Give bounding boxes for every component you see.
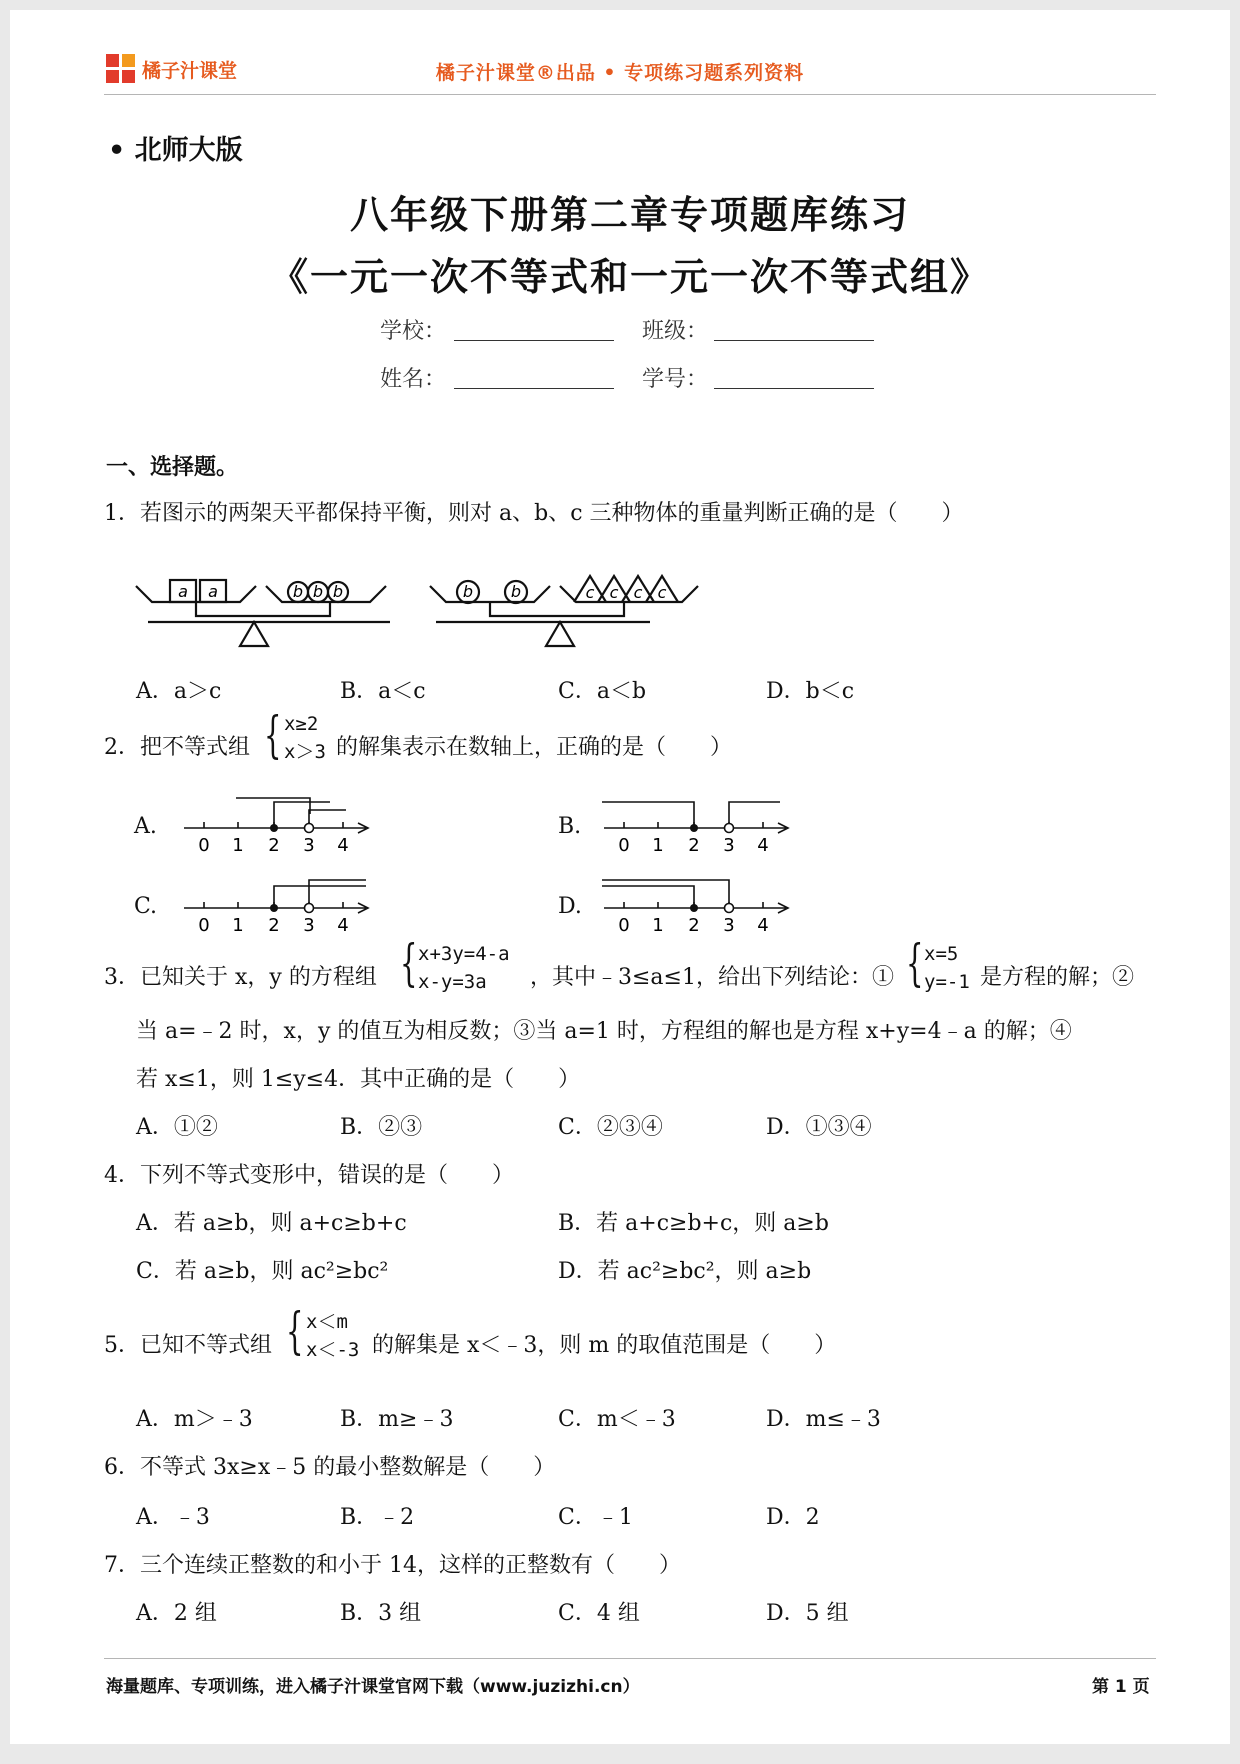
footer-divider [104,1658,1156,1659]
q3-line-3: 若 x≤1，则 1≤y≤4．其中正确的是（ ） [136,1067,581,1092]
worksheet-page [10,10,1230,1744]
q5-brace: { [286,1302,304,1360]
q2d-tick-4: 4 [757,915,769,936]
q2-stem-pre: 2．把不等式组 [104,735,250,760]
class-field[interactable] [714,340,874,341]
q1-option-b[interactable]: B．a＜c [340,679,426,704]
q2-option-c-letter[interactable]: C. [134,894,158,919]
q2d-tick-2: 2 [688,915,700,936]
school-label: 学校： [380,319,447,344]
q2c-tick-1: 1 [232,915,244,936]
q2-option-a-letter[interactable]: A. [134,814,157,839]
q3-system [418,940,510,996]
q6-option-d[interactable]: D．2 [766,1505,820,1530]
q3-option-c[interactable]: C．②③④ [558,1115,663,1140]
section-heading: 一、选择题。 [106,455,239,480]
q5-option-c[interactable]: C．m＜﹣3 [558,1407,676,1432]
class-label: 班级： [642,319,709,344]
q3-solution [924,940,970,996]
q5-option-b[interactable]: B．m≥﹣3 [340,1407,454,1432]
q5-option-a[interactable]: A．m＞﹣3 [136,1407,253,1432]
school-field[interactable] [454,340,614,341]
q5-system [306,1308,359,1364]
q1-stem: 1．若图示的两架天平都保持平衡，则对 a、b、c 三种物体的重量判断正确的是（ ） [104,501,964,526]
q2d-tick-1: 1 [652,915,664,936]
q7-stem: 7．三个连续正整数的和小于 14，这样的正整数有（ ） [104,1553,681,1578]
footer-text: 海量题库、专项训练，进入橘子汁课堂官网下载（www.juzizhi.cn） [106,1677,640,1697]
q1-label-b1: b [292,582,304,601]
title-line-1: 八年级下册第二章专项题库练习 [349,193,910,237]
q4-stem: 4．下列不等式变形中，错误的是（ ） [104,1163,514,1188]
q3-option-b[interactable]: B．②③ [340,1115,423,1140]
number-label: 学号： [642,367,709,392]
q1-option-a[interactable]: A．a＞c [136,679,222,704]
q2a-tick-0: 0 [198,835,210,856]
q2-option-b-letter[interactable]: B. [558,814,582,839]
q3-option-a[interactable]: A．①② [136,1115,218,1140]
q2a-tick-3: 3 [303,835,315,856]
q2-numberline-b[interactable] [600,790,800,860]
q2b-tick-0: 0 [618,835,630,856]
q2b-tick-4: 4 [757,835,769,856]
q1-option-c[interactable]: C．a＜b [558,679,647,704]
q3-sol-brace: { [906,934,924,992]
header-divider [104,94,1156,95]
q4-option-a[interactable]: A．若 a≥b，则 a+c≥b+c [136,1211,407,1236]
q6-option-c[interactable]: C．﹣1 [558,1505,633,1530]
q4-option-c[interactable]: C．若 a≥b，则 ac²≥bc² [136,1259,389,1284]
q1-label-c2: c [609,583,619,602]
q2d-tick-3: 3 [723,915,735,936]
q3-stem-pre: 3．已知关于 x，y 的方程组 [104,965,377,990]
q3-line-2: 当 a=﹣2 时，x，y 的值互为相反数；③当 a=1 时，方程组的解也是方程 x+y=4﹣a 的解；④ [136,1019,1072,1044]
q2-stem-post: 的解集表示在数轴上，正确的是（ ） [336,735,733,760]
q2d-tick-0: 0 [618,915,630,936]
q2-numberline-a[interactable] [180,790,380,860]
q1-label-b2: b [312,582,324,601]
q1-label-c4: c [657,583,667,602]
page-number: 第 1 页 [1092,1677,1150,1697]
q6-option-b[interactable]: B．﹣2 [340,1505,415,1530]
title-line-2: 《一元一次不等式和一元一次不等式组》 [269,255,990,299]
q3-sys-line-2: x-y=3a [418,971,487,993]
q1-label-c3: c [633,583,643,602]
q3-sol-line-2: y=-1 [924,971,970,993]
q2-sys-line-1: x≥2 [284,713,319,735]
q2b-tick-2: 2 [688,835,700,856]
q2-system [284,710,326,766]
q1-label-a2: a [208,582,218,601]
q7-option-c[interactable]: C．4 组 [558,1601,640,1626]
q1-balance-figure [130,560,710,660]
q1-label-a1: a [178,582,188,601]
q2b-tick-3: 3 [723,835,735,856]
q6-option-a[interactable]: A．﹣3 [136,1505,210,1530]
q5-stem-post: 的解集是 x＜﹣3，则 m 的取值范围是（ ） [372,1333,837,1358]
q2-sys-line-2: x＞3 [284,741,326,763]
q1-label-b4: b [462,582,474,601]
q3-sol-line-1: x=5 [924,943,959,965]
number-field[interactable] [714,388,874,389]
q7-option-b[interactable]: B．3 组 [340,1601,422,1626]
brand-name: 橘子汁课堂 [142,60,238,82]
q2a-tick-4: 4 [337,835,349,856]
q5-sys-line-2: x＜-3 [306,1339,360,1361]
q3-sys-line-1: x+3y=4-a [418,943,510,965]
name-field[interactable] [454,388,614,389]
q2c-tick-3: 3 [303,915,315,936]
q2c-tick-4: 4 [337,915,349,936]
q3-stem-post: 是方程的解；② [980,965,1135,990]
q2a-tick-2: 2 [268,835,280,856]
q2b-tick-1: 1 [652,835,664,856]
q7-option-d[interactable]: D．5 组 [766,1601,849,1626]
brand-logo-icon [106,54,136,84]
q2-numberline-c[interactable] [180,870,380,940]
q2-numberline-d[interactable] [600,870,800,940]
q4-option-b[interactable]: B．若 a+c≥b+c，则 a≥b [558,1211,829,1236]
name-label: 姓名： [380,367,447,392]
q2c-tick-2: 2 [268,915,280,936]
q5-sys-line-1: x＜m [306,1311,348,1333]
q3-option-d[interactable]: D．①③④ [766,1115,872,1140]
q1-label-b3: b [332,582,344,601]
header-title: 橘子汁课堂®出品 • 专项练习题系列资料 [435,62,805,84]
q7-option-a[interactable]: A．2 组 [136,1601,217,1626]
q2-option-d-letter[interactable]: D. [558,894,582,919]
edition-label: • 北师大版 [108,135,243,166]
q5-stem-pre: 5．已知不等式组 [104,1333,272,1358]
q1-label-b5: b [510,582,522,601]
q1-label-c1: c [585,583,595,602]
q2c-tick-0: 0 [198,915,210,936]
q2-brace: { [264,706,282,764]
q6-stem: 6．不等式 3x≥x﹣5 的最小整数解是（ ） [104,1455,556,1480]
q1-option-d[interactable]: D．b＜c [766,679,855,704]
q2a-tick-1: 1 [232,835,244,856]
q5-option-d[interactable]: D．m≤﹣3 [766,1407,881,1432]
q3-brace: { [400,934,418,992]
q4-option-d[interactable]: D．若 ac²≥bc²，则 a≥b [558,1259,812,1284]
q3-stem-mid: ，其中﹣3≤a≤1，给出下列结论：① [530,965,894,990]
